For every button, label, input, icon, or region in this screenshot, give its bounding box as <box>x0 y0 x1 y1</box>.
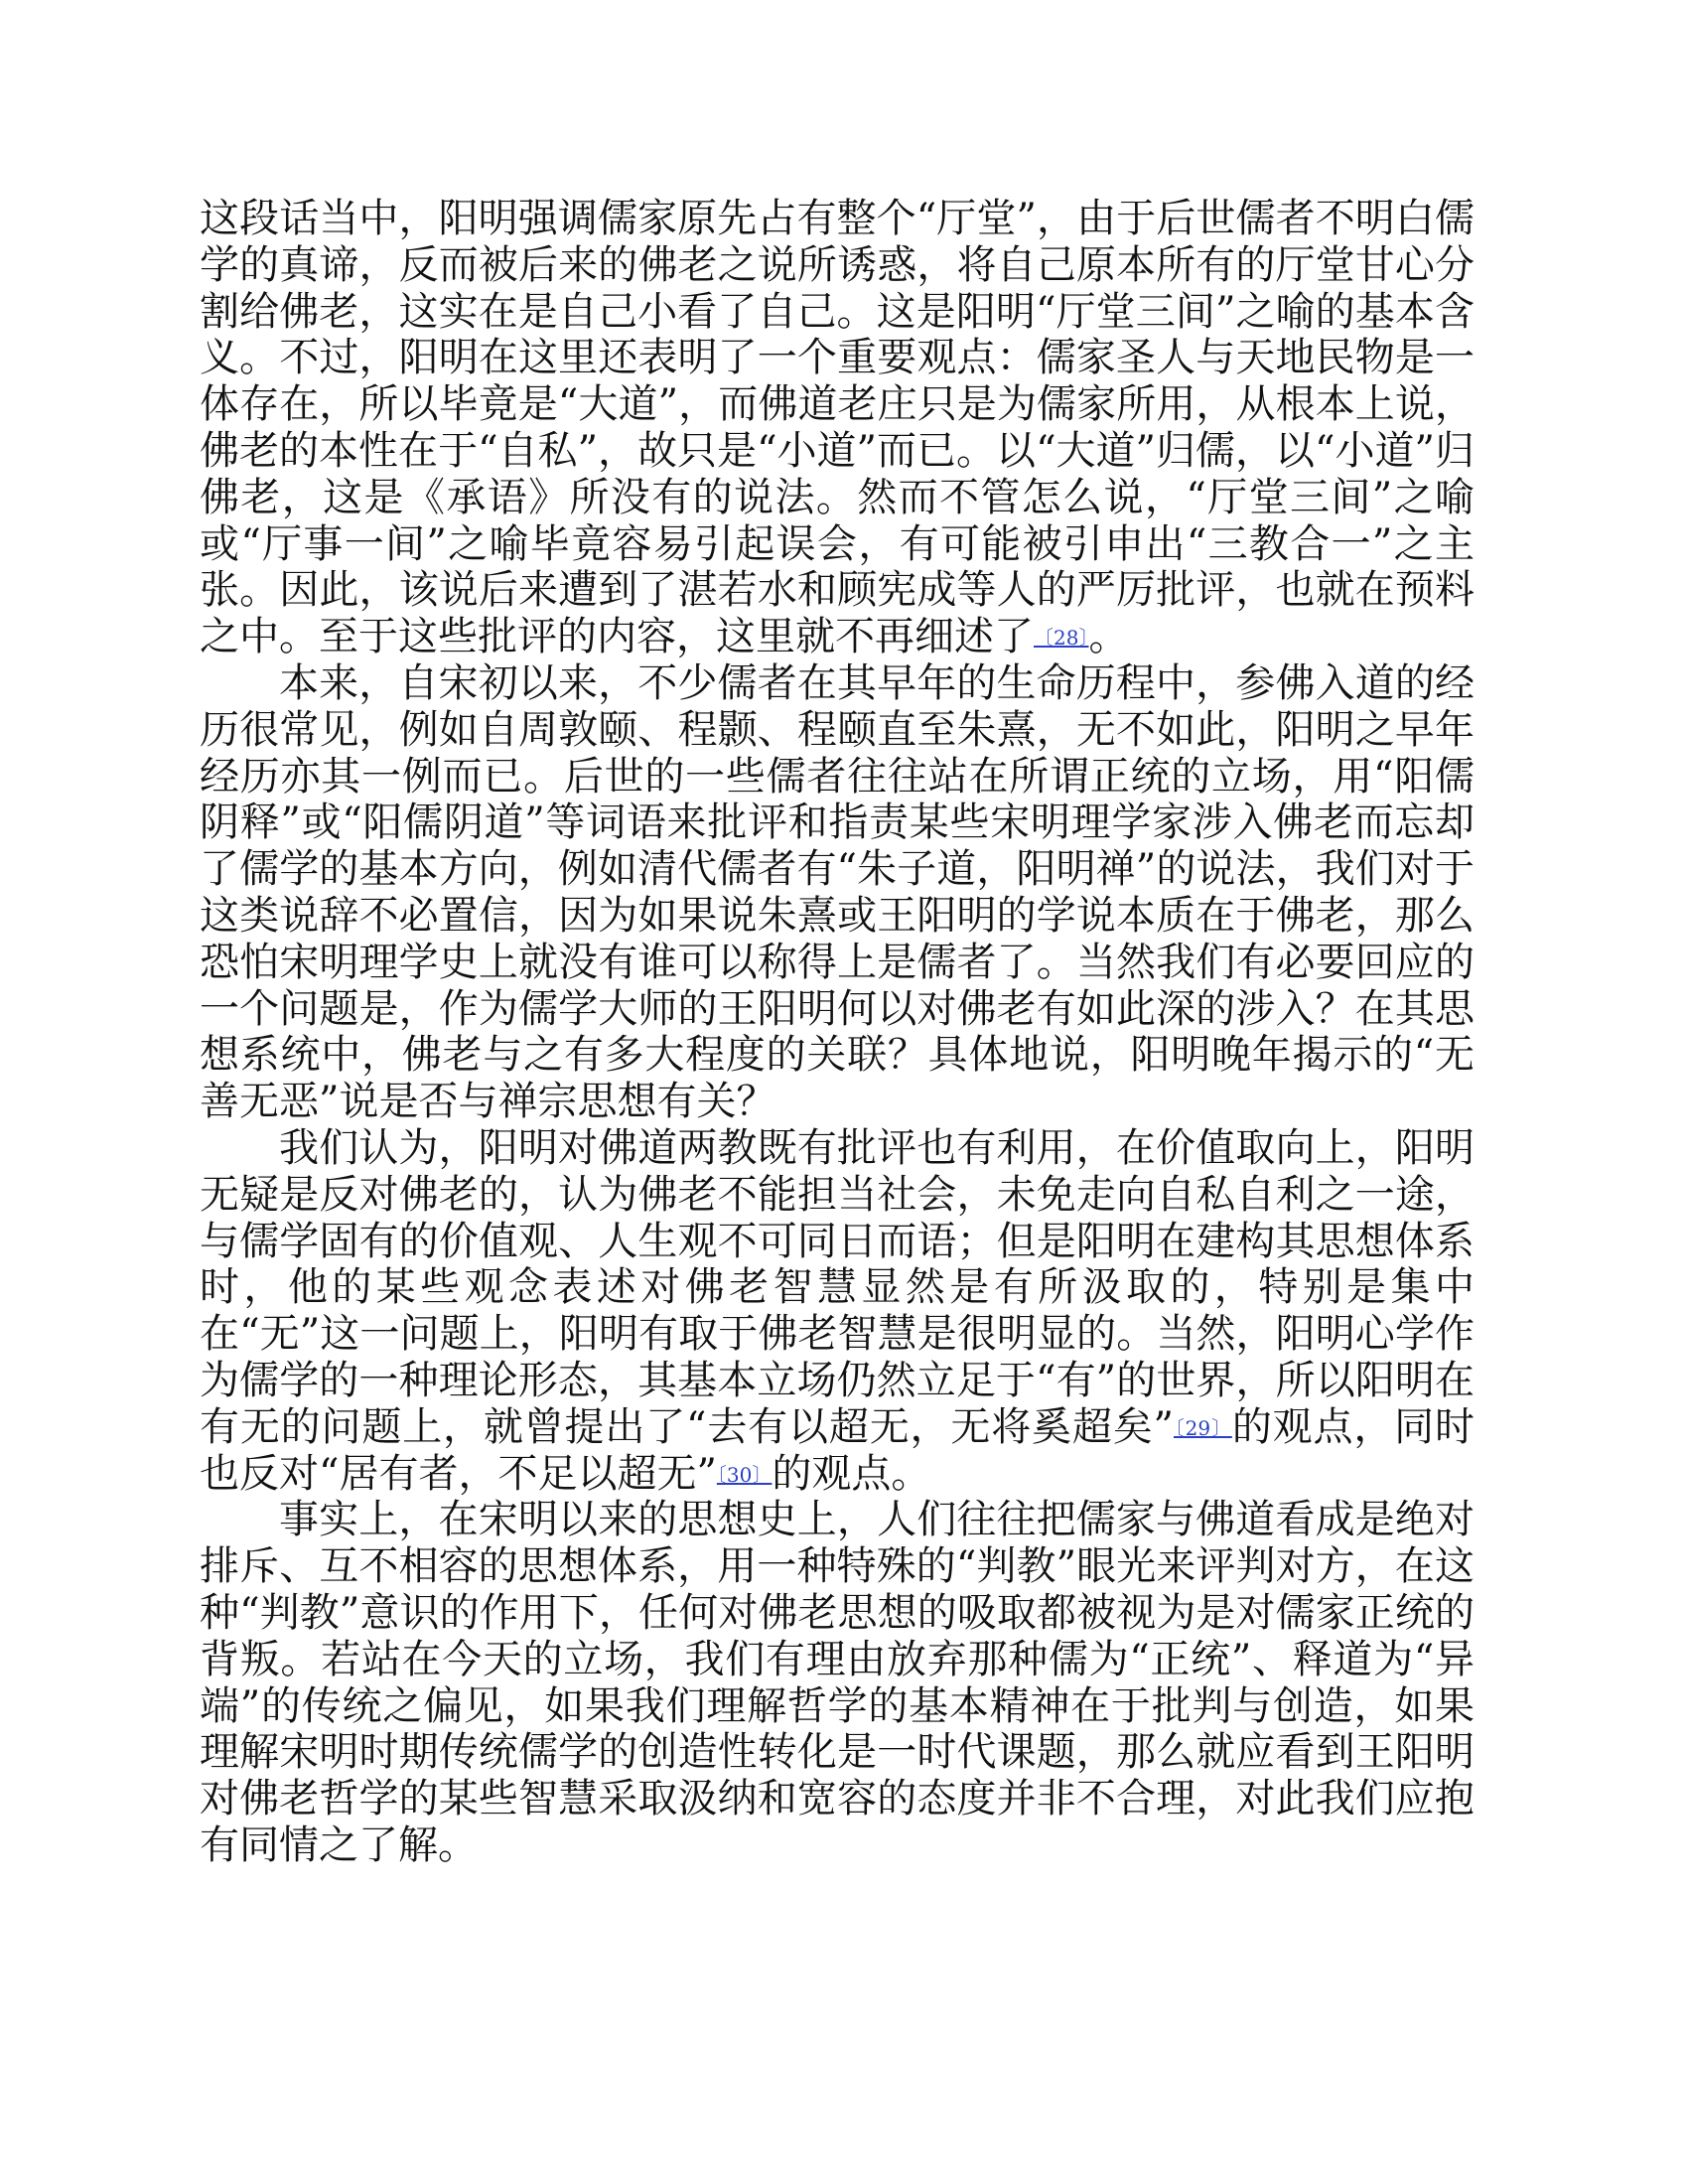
paragraph-1-end: 。 <box>1088 614 1129 660</box>
footnote-link-29[interactable]: 〔29〕 <box>1174 1415 1232 1440</box>
paragraph-2: 本来，自宋初以来，不少儒者在其早年的生命历程中，参佛入道的经历很常见，例如自周敦颐、程颢、程颐直至朱熹，无不如此，阳明之早年经历亦其一例而已。后世的一些儒者往往站在所谓正统的立场，用“阳儒阴释”或“阳儒阴道”等词语来批评和指责某些宋明理学家涉入佛老而忘却了儒学的基本方向，例如清代儒者有“朱子道，阳明禅”的说法，我们对于这类说辞不必置信，因为如果说朱熹或王阳明的学说本质在于佛老，那么恐怕宋明理学史上就没有谁可以称得上是儒者了。当然我们有必要回应的一个问题是，作为儒学大师的王阳明何以对佛老有如此深的涉入？在其思想系统中，佛老与之有多大程度的关联？具体地说，阳明晚年揭示的“无善无恶”说是否与禅宗思想有关？ <box>200 659 1475 1125</box>
paragraph-4: 事实上，在宋明以来的思想史上，人们往往把儒家与佛道看成是绝对排斥、互不相容的思想体系，用一种特殊的“判教”眼光来评判对方，在这种“判教”意识的作用下，任何对佛老思想的吸取都被视为是对儒家正统的背叛。若站在今天的立场，我们有理由放弃那种儒为“正统”、释道为“异端”的传统之偏见，如果我们理解哲学的基本精神在于批判与创造，如果理解宋明时期传统儒学的创造性转化是一时代课题，那么就应看到王阳明对佛老哲学的某些智慧采取汲纳和宽容的态度并非不合理，对此我们应抱有同情之了解。 <box>200 1497 1475 1868</box>
paragraph-3-text-a: 我们认为，阳明对佛道两教既有批评也有利用，在价值取向上，阳明无疑是反对佛老的，认为佛老不能担当社会，未免走向自私自利之一途，与儒学固有的价值观、人生观不可同日而语；但是阳明在建构其思想体系时，他的某些观念表述对佛老智慧显然是有所汲取的，特别是集中在“无”这一问题上，阳明有取于佛老智慧是很明显的。当然，阳明心学作为儒学的一种理论形态，其基本立场仍然立足于“有”的世界，所以阳明在有无的问题上，就曾提出了“去有以超无，无将奚超矣” <box>200 1124 1475 1450</box>
paragraph-3 <box>200 1125 1475 1497</box>
paragraph-3-text-c: 的观点。 <box>772 1450 931 1497</box>
paragraph-1 <box>200 196 1475 660</box>
document-body <box>200 196 1475 1869</box>
footnote-link-28[interactable]: 〔28〕 <box>1034 626 1089 651</box>
paragraph-1-text: 这段话当中，阳明强调儒家原先占有整个“厅堂”，由于后世儒者不明白儒学的真谛，反而被后来的佛老之说所诱惑，将自己原本所有的厅堂甘心分割给佛老，这实在是自己小看了自己。这是阳明“厅堂三间”之喻的基本含义。不过，阳明在这里还表明了一个重要观点：儒家圣人与天地民物是一体存在，所以毕竟是“大道”，而佛道老庄只是为儒家所用，从根本上说，佛老的本性在于“自私”，故只是“小道”而已。以“大道”归儒，以“小道”归佛老，这是《承语》所没有的说法。然而不管怎么说，“厅堂三间”之喻或“厅事一间”之喻毕竟容易引起误会，有可能被引申出“三教合一”之主张。因此，该说后来遭到了湛若水和顾宪成等人的严厉批评，也就在预料之中。至于这些批评的内容，这里就不再细述了 <box>200 196 1475 660</box>
footnote-link-30[interactable]: 〔30〕 <box>716 1462 773 1487</box>
paragraph-3-text-b: 的观点，同时也反对“居有者，不足以超无” <box>200 1403 1476 1497</box>
